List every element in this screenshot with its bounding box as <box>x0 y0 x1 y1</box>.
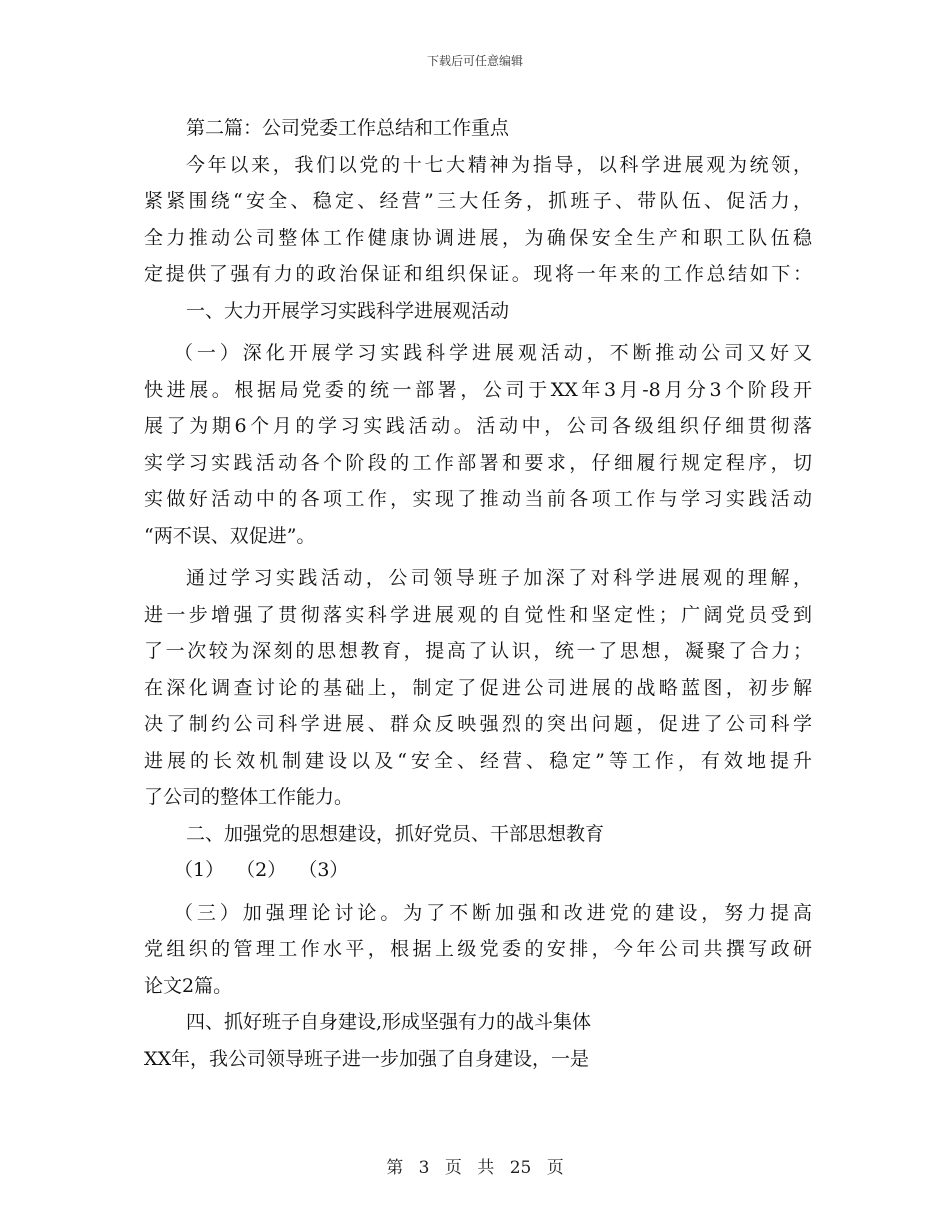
paragraph-line: XX年，我公司领导班子进一步加强了自身建设，一是 <box>144 1047 590 1070</box>
paragraph-line: 党组织的管理工作水平，根据上级党委的安排，今年公司共撰写政研 <box>144 938 812 960</box>
paragraph-line: 紧紧围绕“安全、稳定、经营”三大任务，抓班子、带队伍、促活力， <box>144 190 812 212</box>
paragraph-line: 定提供了强有力的政治保证和组织保证。现将一年来的工作总结如下： <box>144 263 812 285</box>
heading-2: 二、加强党的思想建设，抓好党员、干部思想教育 <box>186 822 605 845</box>
paragraph-line: 通过学习实践活动，公司领导班子加深了对科学进展观的理解， <box>186 567 812 589</box>
heading-1: 一、大力开展学习实践科学进展观活动 <box>186 299 510 322</box>
list-markers: （1） （2） （3） <box>174 859 349 881</box>
paragraph-line: 决了制约公司科学进展、群众反映强烈的突出问题，促进了公司科学 <box>144 713 812 735</box>
header-note: 下载后可任意编辑 <box>426 54 523 68</box>
document-body <box>144 110 812 1077</box>
paragraph-line: （三）加强理论讨论。为了不断加强和改进党的建设，努力提高 <box>174 901 812 924</box>
paragraph-line: 今年以来，我们以党的十七大精神为指导，以科学进展观为统领， <box>186 153 812 176</box>
page-footer: 第 3 页 共 25 页 <box>386 1158 564 1178</box>
paragraph-line: 在深化调查讨论的基础上，制定了促进公司进展的战略蓝图，初步解 <box>144 676 812 699</box>
paragraph-line: 快进展。根据局党委的统一部署，公司于XX年3月-8月分3个阶段开 <box>144 378 812 401</box>
paragraph-line: 实学习实践活动各个阶段的工作部署和要求，仔细履行规定程序，切 <box>144 451 812 474</box>
paragraph-line: 了公司的整体工作能力。 <box>144 786 354 808</box>
paragraph-line: 全力推动公司整体工作健康协调进展，为确保安全生产和职工队伍稳 <box>144 226 812 249</box>
paragraph-line: 实做好活动中的各项工作，实现了推动当前各项工作与学习实践活动 <box>144 488 812 510</box>
paragraph-line: 进展的长效机制建设以及“安全、经营、稳定”等工作，有效地提升 <box>144 749 812 772</box>
paragraph-line: 展了为期6个月的学习实践活动。活动中，公司各级组织仔细贯彻落 <box>144 415 812 437</box>
paragraph-line: 进一步增强了贯彻落实科学进展观的自觉性和坚定性；广阔党员受到 <box>144 603 812 626</box>
paragraph-line: 了一次较为深刻的思想教育，提高了认识，统一了思想，凝聚了合力； <box>144 640 812 662</box>
section-title: 第二篇：公司党委工作总结和工作重点 <box>186 117 510 139</box>
heading-4: 四、抓好班子自身建设,形成坚强有力的战斗集体 <box>186 1011 592 1033</box>
paragraph-line: “两不误、双促进”。 <box>144 524 316 547</box>
paragraph-line: （一）深化开展学习实践科学进展观活动，不断推动公司又好又 <box>174 342 812 364</box>
paragraph-line: 论文2篇。 <box>144 974 233 997</box>
